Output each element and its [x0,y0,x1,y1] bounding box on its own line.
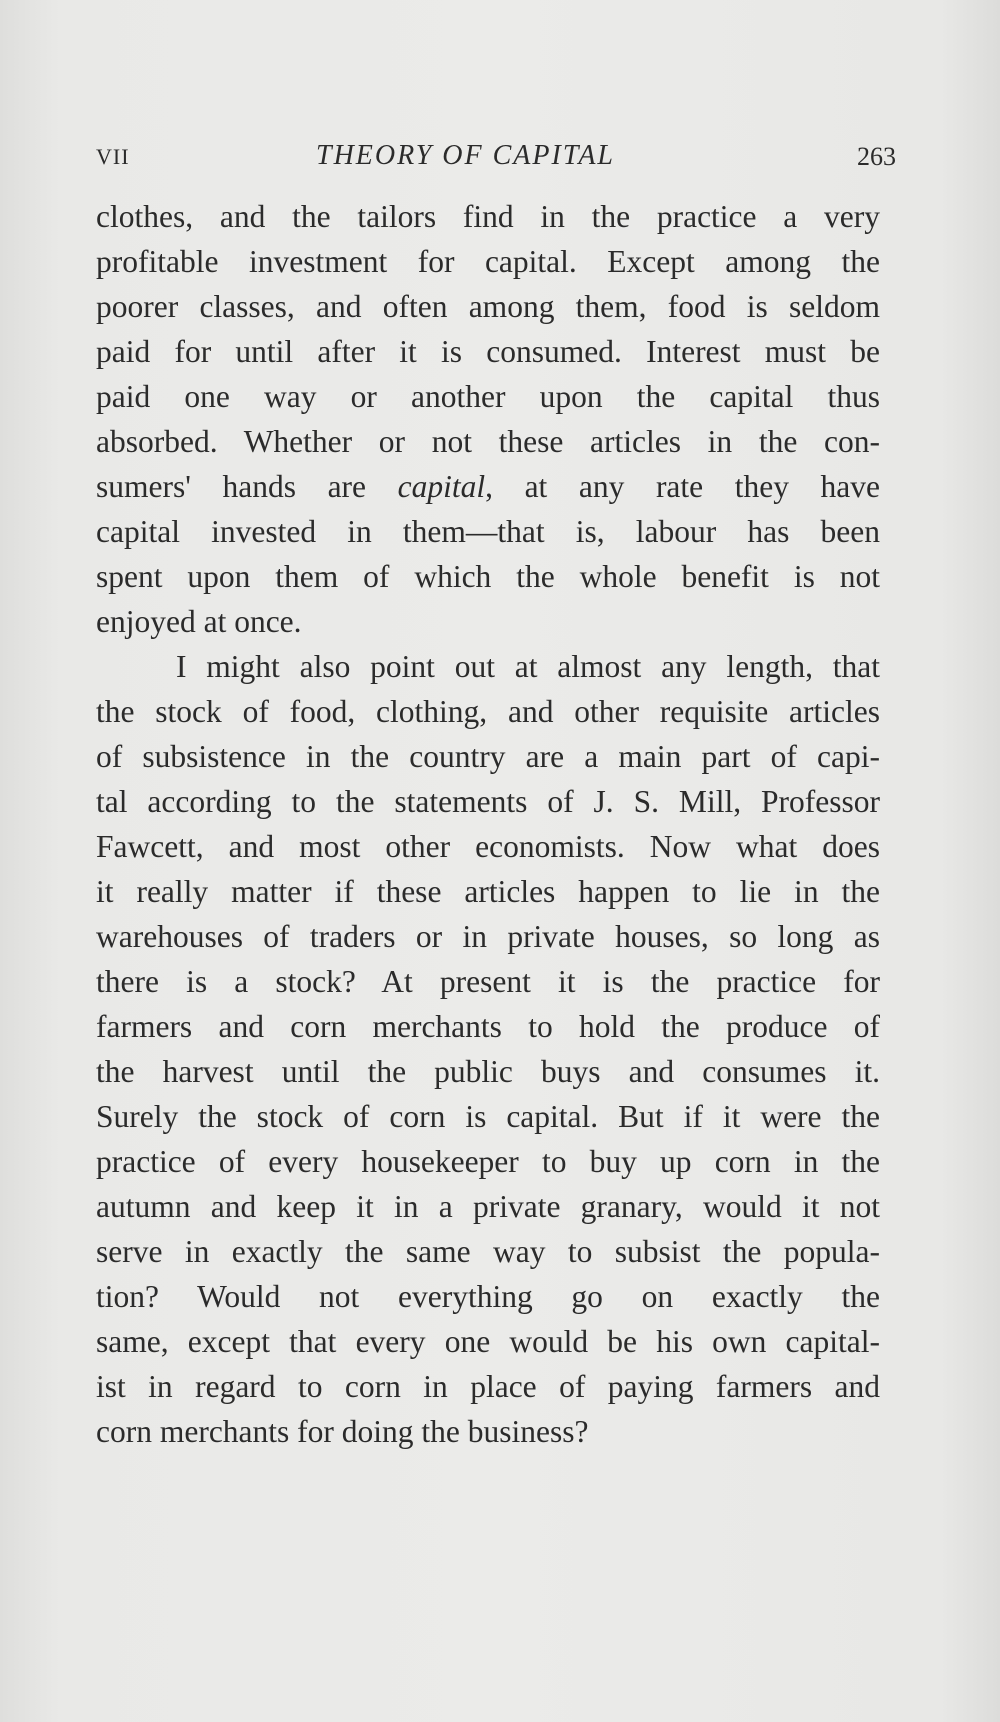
text-line: tal according to the statements of J. S. Mill, Professor [96,784,880,819]
text-line: practice of every housekeeper to buy up corn in the [96,1144,880,1179]
text-line: farmers and corn merchants to hold the produce of [96,1009,880,1044]
text-line: spent upon them of which the whole benefit is not [96,559,880,594]
text-line: absorbed. Whether or not these articles in the con- [96,424,880,459]
running-title: THEORY OF CAPITAL [316,140,615,171]
text-line: I might also point out at almost any length, that [176,649,880,684]
text-line: paid for until after it is consumed. Interest must be [96,334,880,369]
text-line: profitable investment for capital. Except among the [96,244,880,279]
text-line: it really matter if these articles happen to lie in the [96,874,880,909]
text-line: of subsistence in the country are a main part of capi- [96,739,880,774]
text-line: paid one way or another upon the capital thus [96,379,880,414]
text-line: enjoyed at once. [96,604,302,639]
text-line: serve in exactly the same way to subsist the popula- [96,1234,880,1269]
text-line: ist in regard to corn in place of paying farmers and [96,1369,880,1404]
text-line: capital invested in them—that is, labour has been [96,514,880,549]
text-line: same, except that every one would be his own capital- [96,1324,880,1359]
text-line: the stock of food, clothing, and other requisite articles [96,694,880,729]
text-line: warehouses of traders or in private houses, so long as [96,919,880,954]
text-line: Surely the stock of corn is capital. But if it were the [96,1099,880,1134]
italic-emphasis: capital [397,469,486,504]
text-line: poorer classes, and often among them, food is seldom [96,289,880,324]
text-line: Fawcett, and most other economists. Now what does [96,829,880,864]
text-line: autumn and keep it in a private granary, would it not [96,1189,880,1224]
body-text [96,194,880,1454]
text-line: corn merchants for doing the business? [96,1414,589,1449]
chapter-number: VII [96,144,130,169]
text-line: clothes, and the tailors find in the practice a very [96,199,880,234]
running-header [96,140,896,180]
text-line: there is a stock? At present it is the practice for [96,964,880,999]
text-line: the harvest until the public buys and consumes it. [96,1054,880,1089]
paragraph-1 [96,194,880,644]
text-line: tion? Would not everything go on exactly the [96,1279,880,1314]
page-number: 263 [857,142,896,171]
text-line-with-italic: sumers' hands are capital, at any rate they have [96,469,880,504]
paragraph-2 [96,644,880,1454]
